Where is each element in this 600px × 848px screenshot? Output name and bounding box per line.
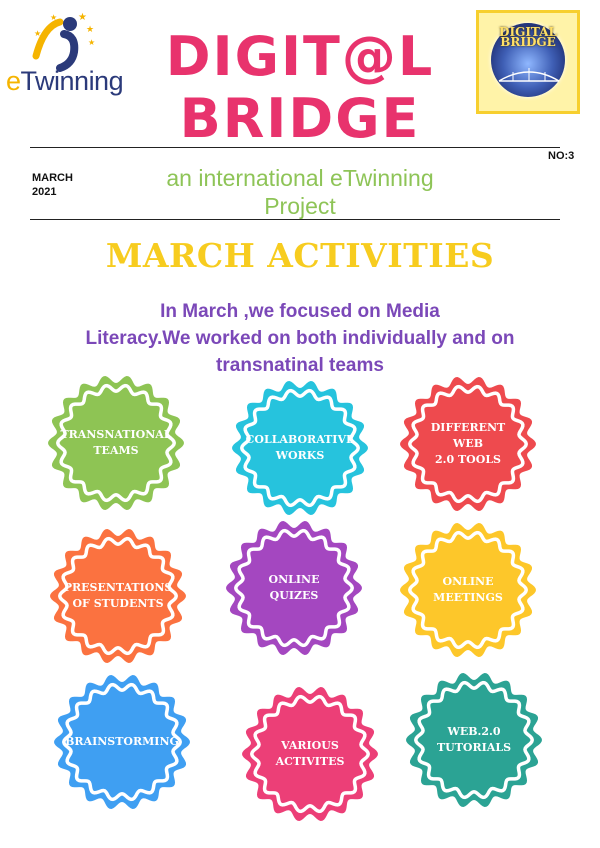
section-title: MARCH ACTIVITIES	[105, 236, 495, 275]
activity-badge-brainstorming	[52, 672, 192, 812]
activity-badge-presentations	[48, 526, 188, 666]
activity-label: DIFFERENT WEB 2.0 TOOLS	[430, 421, 506, 466]
etwinning-figure-icon	[30, 12, 100, 72]
activity-label: ONLINE MEETINGS	[433, 575, 503, 604]
svg-text:★: ★	[86, 24, 95, 34]
issue-number: NO:3	[548, 150, 575, 162]
activity-label: WEB.2.0 TUTORIALS	[436, 725, 512, 754]
header-rule-top	[30, 147, 560, 148]
masthead-title-line1: DIGIT@L	[165, 25, 435, 88]
issue-month: MARCH	[32, 172, 73, 184]
section-intro: In March ,we focused on Media Literacy.We worked on both individually and on transnatinal teams	[85, 301, 515, 376]
svg-text:★: ★	[78, 12, 87, 23]
activity-badge-online-meetings	[398, 520, 538, 660]
header-rule-bottom	[30, 219, 560, 220]
activity-badge-web-tutorials	[404, 670, 544, 810]
svg-text:★: ★	[88, 38, 96, 47]
digital-bridge-badge	[476, 10, 580, 114]
activity-label: TRANSNATIONAL TEAMS	[60, 428, 172, 457]
etwinning-wordmark: eTwinning	[6, 66, 124, 96]
badge-title: DIGITAL BRIDGE	[499, 25, 557, 49]
activity-label: ONLINE QUIZES	[268, 573, 320, 602]
activity-badge-online-quizes	[224, 518, 364, 658]
bridge-icon	[497, 63, 561, 87]
activity-badge-different-web-tools	[398, 374, 538, 514]
issue-year: 2021	[32, 186, 57, 198]
activity-label: COLLABORATIVE WORKS	[245, 433, 355, 462]
activity-label: PRESENTATIONS OF STUDENTS	[63, 581, 173, 610]
svg-text:★: ★	[34, 29, 42, 38]
activity-label: BRAINSTORMING	[65, 735, 179, 748]
masthead-title-line2: BRIDGE	[179, 87, 421, 150]
svg-text:★: ★	[50, 13, 58, 22]
newsletter-subtitle: an international eTwinning Project	[166, 165, 434, 219]
activity-badge-various-activites	[240, 684, 380, 824]
activity-label: VARIOUS ACTIVITES	[275, 739, 345, 768]
activity-badge-transnational-teams	[46, 373, 186, 513]
activity-badge-collaborative-works	[230, 378, 370, 518]
etwinning-logo	[4, 8, 134, 103]
